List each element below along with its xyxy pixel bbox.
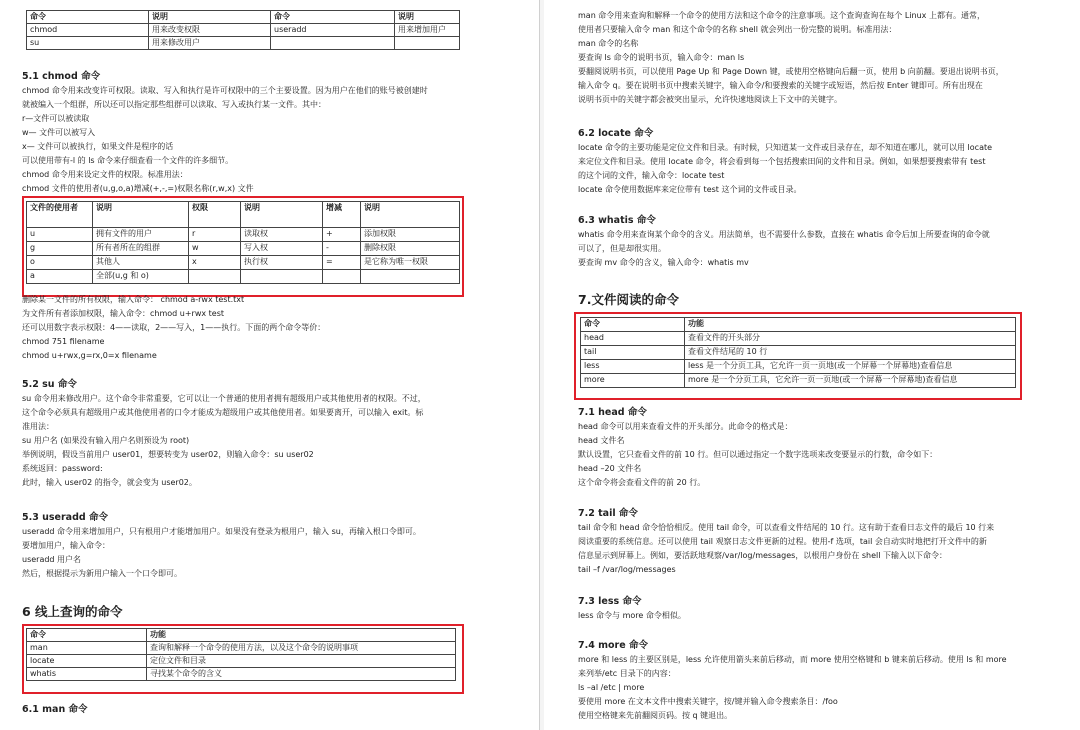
section-title: 7.3 less 命令 bbox=[578, 596, 642, 607]
table-cell: 其他人 bbox=[93, 256, 189, 270]
table-cell: a bbox=[27, 270, 93, 284]
table-cell bbox=[189, 270, 241, 284]
right-page bbox=[544, 0, 1080, 730]
paragraph-line: ls –al /etc | more bbox=[578, 683, 645, 692]
paragraph-line: chmod 文件的使用者(u,g,o,a)增减(+,-,=)权限名称(r,w,x) 文件 bbox=[22, 184, 254, 193]
table-row bbox=[27, 270, 460, 284]
table-cell: 删除权限 bbox=[361, 242, 460, 256]
table-cell: 用来改变权限 bbox=[149, 24, 271, 37]
table-cell: 添加权限 bbox=[361, 228, 460, 242]
paragraph-line: 此时，输入 user02 的指令，就会变为 user02。 bbox=[22, 478, 197, 487]
paragraph-line: less 命令与 more 命令相似。 bbox=[578, 611, 686, 620]
table-cell: r bbox=[189, 228, 241, 242]
table-cell: chmod bbox=[27, 24, 149, 37]
paragraph-line: 还可以用数字表示权限：4——读取，2——写入，1——执行。下面的两个命令等价： bbox=[22, 323, 326, 332]
paragraph-line: locate 命令的主要功能是定位文件和目录。有时候，只知道某一文件或目录存在，却不知道在哪儿，就可以用 locate bbox=[578, 143, 993, 152]
section-file-read bbox=[578, 291, 1066, 309]
table-cell: = bbox=[323, 256, 361, 270]
table-cell: o bbox=[27, 256, 93, 270]
paragraph-line: w— 文件可以被写入 bbox=[22, 128, 96, 137]
table-cell: head bbox=[581, 332, 685, 346]
table-row bbox=[581, 346, 1016, 360]
paragraph-line: tail 命令和 head 命令恰恰相反。使用 tail 命令，可以查看文件结尾的 10 行。这有助于查看日志文件的最后 10 行来 bbox=[578, 523, 995, 532]
paragraph-line: 可以了，但是却很实用。 bbox=[578, 244, 666, 253]
table-header-cell: 功能 bbox=[147, 629, 456, 642]
table-row bbox=[27, 668, 456, 681]
paragraph-line: su 用户名 (如果没有输入用户名则预设为 root) bbox=[22, 436, 190, 445]
online-query-table bbox=[26, 628, 456, 681]
section-man-heading bbox=[22, 703, 522, 717]
table-cell: 用来增加用户 bbox=[395, 24, 460, 37]
paragraph-line: r—文件可以被读取 bbox=[22, 114, 90, 123]
table-cell: 全部(u,g 和 o) bbox=[93, 270, 189, 284]
paragraph-line: 为文件所有者添加权限，输入命令：chmod u+rwx test bbox=[22, 309, 225, 318]
table-header-cell: 说明 bbox=[149, 11, 271, 24]
table-cell: 读取权 bbox=[241, 228, 323, 242]
table-cell: + bbox=[323, 228, 361, 242]
table-header-cell: 命令 bbox=[271, 11, 395, 24]
table-cell: 拥有文件的用户 bbox=[93, 228, 189, 242]
table-cell: less bbox=[581, 360, 685, 374]
table-row bbox=[27, 37, 460, 50]
section-title: 5.3 useradd 命令 bbox=[22, 512, 109, 523]
table-cell: locate bbox=[27, 655, 147, 668]
paragraph-line: 阅读重要的系统信息。还可以使用 tail 观察日志文件更新的过程。使用-f 选项，tail 会自动实时地把打开文件中的新 bbox=[578, 537, 987, 546]
table-cell: 寻找某个命令的含义 bbox=[147, 668, 456, 681]
section-title: 6 线上查询的命令 bbox=[22, 604, 123, 619]
table-cell: 执行权 bbox=[241, 256, 323, 270]
paragraph-line: tail –f /var/log/messages bbox=[578, 565, 676, 574]
table-cell: su bbox=[27, 37, 149, 50]
paragraph-line: 就被编入一个组群，所以还可以指定那些组群可以读取、写入或执行某一文件。其中： bbox=[22, 100, 326, 109]
table-cell bbox=[271, 37, 395, 50]
table-header-cell: 功能 bbox=[685, 318, 1016, 332]
paragraph-line: chmod 命令用来设定文件的权限。标准用法： bbox=[22, 170, 188, 179]
table-cell: less 是一个分页工具，它允许一页一页地(或一个屏幕一个屏幕地)查看信息 bbox=[685, 360, 1016, 374]
paragraph-line: 信息显示到屏幕上。例如，要活跃地观察/var/log/messages，以根用户身份在 shell 下输入以下命令： bbox=[578, 551, 948, 560]
chmod-examples bbox=[22, 293, 522, 363]
paragraph-line: useradd 用户名 bbox=[22, 555, 82, 564]
paragraph-line: 要查询 ls 命令的说明书页，输入命令：man ls bbox=[578, 53, 745, 62]
section-title: 6.2 locate 命令 bbox=[578, 128, 654, 139]
table-cell: more 是一个分页工具，它允许一页一页地(或一个屏幕一个屏幕地)查看信息 bbox=[685, 374, 1016, 388]
section-title: 7.1 head 命令 bbox=[578, 407, 647, 418]
table-header-cell: 命令 bbox=[581, 318, 685, 332]
paragraph-line: useradd 命令用来增加用户，只有根用户才能增加用户。如果没有登录为根用户，输入 su，再输入根口令即可。 bbox=[22, 527, 421, 536]
paragraph-line: 来定位文件和目录。使用 locate 命令，将会看到每一个包括搜索田间的文件和目录。例如，如果想要搜索带有 test bbox=[578, 157, 986, 166]
section-useradd bbox=[22, 511, 522, 581]
paragraph-line: head 命令可以用来查看文件的开头部分。此命令的格式是： bbox=[578, 422, 793, 431]
section-tail bbox=[578, 507, 1066, 577]
table-row bbox=[581, 360, 1016, 374]
paragraph-line: 举例说明，假设当前用户 user01，想要转变为 user02，则输入命令：su user02 bbox=[22, 450, 314, 459]
table-header-cell: 文件的使用者 bbox=[27, 202, 93, 228]
paragraph-line: head –20 文件名 bbox=[578, 464, 642, 473]
table-cell: man bbox=[27, 642, 147, 655]
table-header-cell: 说明 bbox=[395, 11, 460, 24]
table-row bbox=[581, 374, 1016, 388]
section-head bbox=[578, 406, 1066, 490]
paragraph-line: whatis 命令用来查询某个命令的含义。用法简单，也不需要什么参数，直接在 whatis 命令后加上所要查询的命令就 bbox=[578, 230, 990, 239]
paragraph-line: 要翻阅说明书页，可以使用 Page Up 和 Page Down 键，或使用空格键向后翻一页，使用 b 向前翻。要退出说明书页， bbox=[578, 67, 1004, 76]
section-title: 7.文件阅读的命令 bbox=[578, 292, 679, 307]
section-su bbox=[22, 378, 522, 490]
paragraph-line: 输入命令 q。要在说明书页中搜索关键字，输入命令/和要搜索的关键字或短语，然后按 Enter 键即可。所有出现在 bbox=[578, 81, 983, 90]
table-cell: more bbox=[581, 374, 685, 388]
section-locate bbox=[578, 127, 1066, 197]
table-header-cell: 命令 bbox=[27, 11, 149, 24]
table-header-row bbox=[27, 11, 460, 24]
chmod-permission-table bbox=[26, 201, 460, 284]
section-title: 6.3 whatis 命令 bbox=[578, 215, 656, 226]
paragraph-line: 使用者只要输入命令 man 和这个命令的名称 shell 就会列出一份完整的说明。标准用法： bbox=[578, 25, 897, 34]
table-cell: 定位文件和目录 bbox=[147, 655, 456, 668]
section-whatis bbox=[578, 214, 1066, 270]
table-cell: 用来修改用户 bbox=[149, 37, 271, 50]
section-less bbox=[578, 595, 1066, 623]
section-chmod bbox=[22, 70, 522, 196]
table-header-cell: 说明 bbox=[241, 202, 323, 228]
paragraph-line: 删除某一文件的所有权限，输入命令： chmod a-rwx test.txt bbox=[22, 295, 245, 304]
table-cell: u bbox=[27, 228, 93, 242]
paragraph-line: 系统返回：password: bbox=[22, 464, 103, 473]
table-cell bbox=[241, 270, 323, 284]
paragraph-line: 要增加用户，输入命令： bbox=[22, 541, 110, 550]
table-cell: x bbox=[189, 256, 241, 270]
table-header-cell: 增减 bbox=[323, 202, 361, 228]
paragraph-line: 然后，根据提示为新用户输入一个口令即可。 bbox=[22, 569, 182, 578]
paragraph-line: chmod 命令用来改变许可权限。读取、写入和执行是许可权限中的三个主要设置。因为用户在他们的账号被创建时 bbox=[22, 86, 428, 95]
section-title: 5.2 su 命令 bbox=[22, 379, 77, 390]
table-row bbox=[27, 256, 460, 270]
paragraph-line: head 文件名 bbox=[578, 436, 625, 445]
table-cell: 查询和解释一个命令的使用方法，以及这个命令的说明事项 bbox=[147, 642, 456, 655]
left-page bbox=[0, 0, 536, 730]
paragraph-line: man 命令的名称 bbox=[578, 39, 639, 48]
paragraph-line: 来列举/etc 目录下的内容： bbox=[578, 669, 676, 678]
table-header-row bbox=[581, 318, 1016, 332]
paragraph-line: 说明书页中的关键字都会被突出显示，允许快速地阅读上下文中的关键字。 bbox=[578, 95, 842, 104]
table-cell: g bbox=[27, 242, 93, 256]
paragraph-line: 这个命令必须具有超级用户或其他使用者的口令才能成为超级用户或其他使用者。如果要离开，可以输入 exit。标 bbox=[22, 408, 424, 417]
paragraph-line: more 和 less 的主要区别是，less 允许使用箭头来前后移动，而 more 使用空格键和 b 键来前后移动。使用 ls 和 more bbox=[578, 655, 1007, 664]
table-cell: 是它称为唯一权限 bbox=[361, 256, 460, 270]
table-header-row bbox=[27, 629, 456, 642]
file-read-table bbox=[580, 317, 1016, 388]
table-row bbox=[27, 228, 460, 242]
top-command-table bbox=[26, 10, 460, 50]
paragraph-line: chmod u+rwx,g=rx,0=x filename bbox=[22, 351, 157, 360]
paragraph-line: 默认设置，它只查看文件的前 10 行。但可以通过指定一个数字选项来改变要显示的行数，命令如下： bbox=[578, 450, 938, 459]
table-cell: w bbox=[189, 242, 241, 256]
table-header-cell: 命令 bbox=[27, 629, 147, 642]
section-title: 5.1 chmod 命令 bbox=[22, 71, 101, 82]
paragraph-line: locate 命令使用数据库来定位带有 test 这个词的文件或目录。 bbox=[578, 185, 802, 194]
table-cell bbox=[395, 37, 460, 50]
paragraph-line: 准用法： bbox=[22, 422, 54, 431]
section-title: 6.1 man 命令 bbox=[22, 704, 88, 715]
table-row bbox=[27, 655, 456, 668]
table-header-cell: 说明 bbox=[361, 202, 460, 228]
table-cell: tail bbox=[581, 346, 685, 360]
paragraph-line: 可以使用带有-l 的 ls 命令来仔细查看一个文件的许多细节。 bbox=[22, 156, 234, 165]
section-title: 7.4 more 命令 bbox=[578, 640, 648, 651]
section-title: 7.2 tail 命令 bbox=[578, 508, 638, 519]
paragraph-line: x— 文件可以被执行，如果文件是程序的话 bbox=[22, 142, 174, 151]
table-cell: 查看文件结尾的 10 行 bbox=[685, 346, 1016, 360]
table-header-cell: 说明 bbox=[93, 202, 189, 228]
table-header-row bbox=[27, 202, 460, 228]
table-cell: - bbox=[323, 242, 361, 256]
paragraph-line: 使用空格键来先前翻阅页码。按 q 键退出。 bbox=[578, 711, 733, 720]
paragraph-line: chmod 751 filename bbox=[22, 337, 105, 346]
table-row bbox=[27, 242, 460, 256]
table-cell: whatis bbox=[27, 668, 147, 681]
table-row bbox=[581, 332, 1016, 346]
table-row bbox=[27, 642, 456, 655]
paragraph-line: 要使用 more 在文本文件中搜索关键字，按/键并输入命令搜索条目：/foo bbox=[578, 697, 838, 706]
paragraph-line: 要查询 mv 命令的含义，输入命令：whatis mv bbox=[578, 258, 749, 267]
table-cell: useradd bbox=[271, 24, 395, 37]
paragraph-line: man 命令用来查询和解释一个命令的使用方法和这个命令的注意事项。这个查询查询在每个 Linux 上都有。通常， bbox=[578, 11, 985, 20]
table-header-cell: 权限 bbox=[189, 202, 241, 228]
section-more bbox=[578, 639, 1066, 723]
paragraph-line: 这个命令将会查看文件的前 20 行。 bbox=[578, 478, 706, 487]
table-cell bbox=[323, 270, 361, 284]
table-row bbox=[27, 24, 460, 37]
paragraph-line: 的这个词的文件，输入命令：locate test bbox=[578, 171, 725, 180]
table-cell bbox=[361, 270, 460, 284]
table-cell: 查看文件的开头部分 bbox=[685, 332, 1016, 346]
paragraph-line: su 命令用来修改用户。这个命令非常重要，它可以让一个普通的使用者拥有超级用户或其他使用者的权限。不过， bbox=[22, 394, 426, 403]
section-online-query bbox=[22, 603, 522, 621]
table-cell: 所有者所在的组群 bbox=[93, 242, 189, 256]
table-cell: 写入权 bbox=[241, 242, 323, 256]
man-description bbox=[578, 9, 1066, 107]
